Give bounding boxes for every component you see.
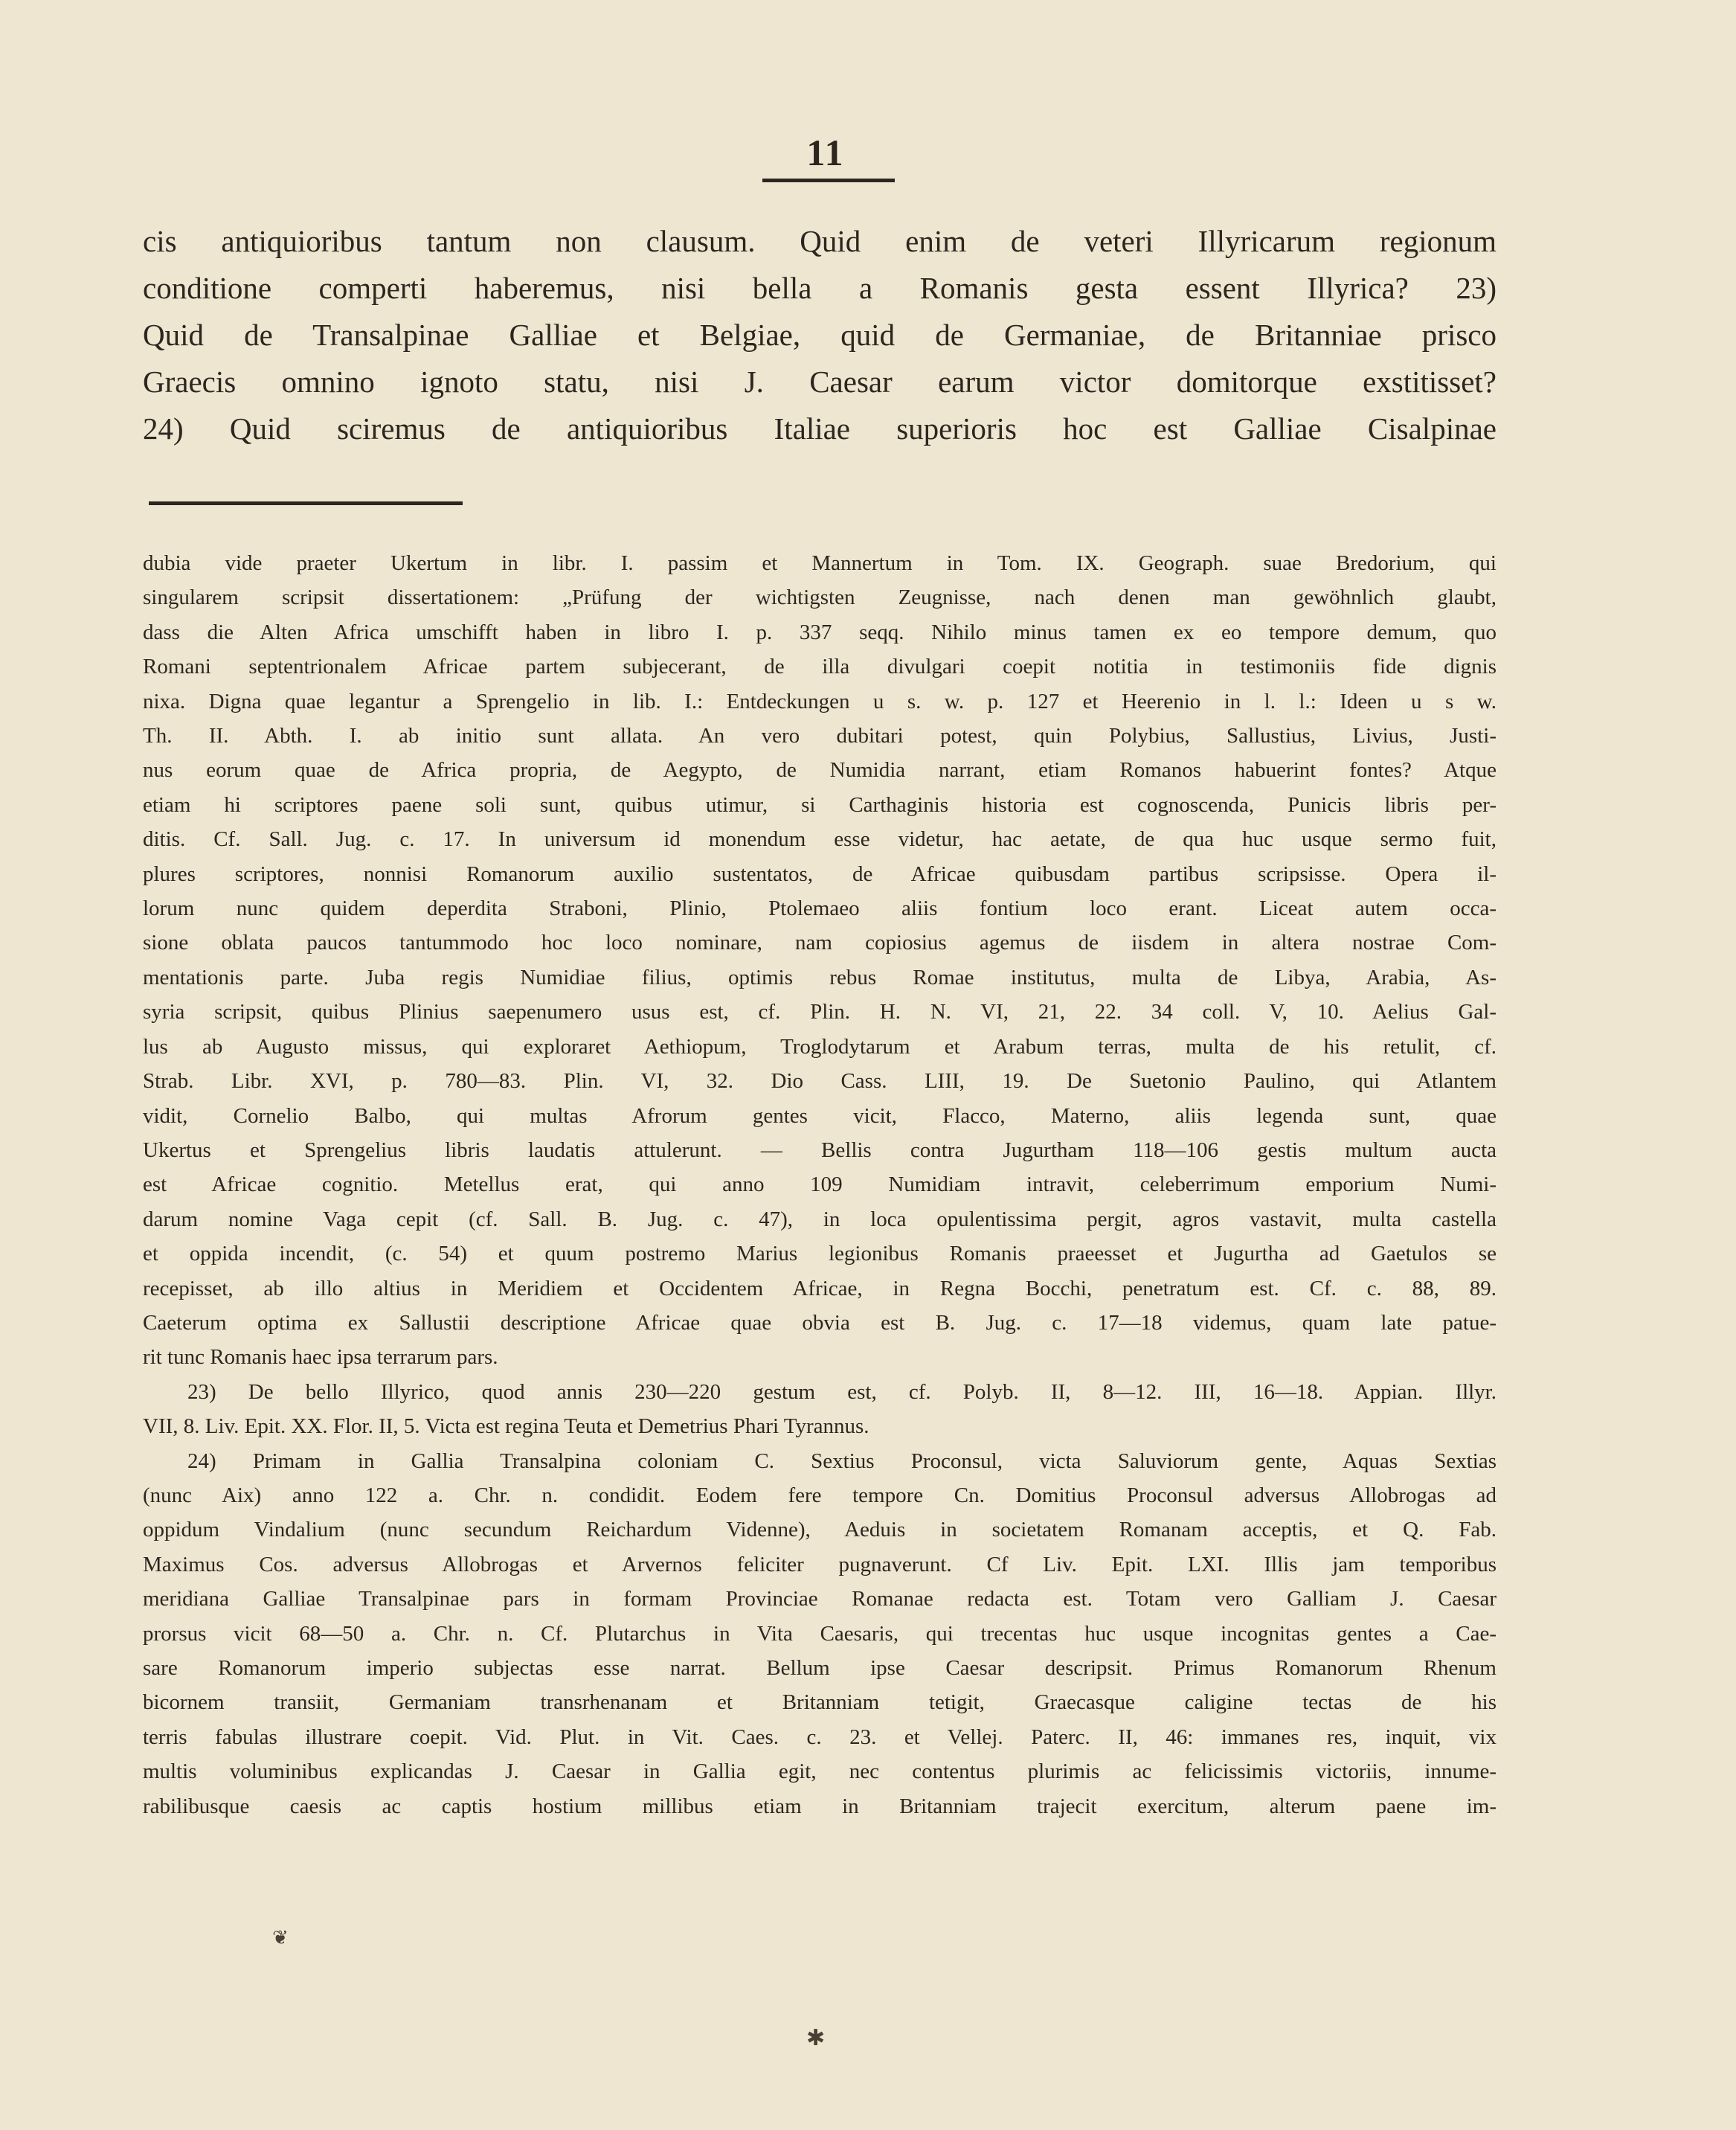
main-text-line: Quid de Transalpinae Galliae et Belgiae, quid de Germaniae, de Britanniae prisco: [143, 318, 1497, 352]
footnote-line: plures scriptores, nonnisi Romanorum auxilio sustentatos, de Africae quibusdam partibus scripsisse. Opera il-: [143, 862, 1497, 886]
footnote-line: rabilibusque caesis ac captis hostium millibus etiam in Britanniam trajecit exercitum, alterum paene im-: [143, 1794, 1497, 1818]
footnote-line: sare Romanorum imperio subjectas esse narrat. Bellum ipse Caesar descripsit. Primus Romanorum Rhenum: [143, 1656, 1497, 1680]
footnote-line: multis voluminibus explicandas J. Caesar in Gallia egit, nec contentus plurimis ac felicissimis victoriis, innume-: [143, 1760, 1497, 1784]
footnote-line: VII, 8. Liv. Epit. XX. Flor. II, 5. Victa est regina Teuta et Demetrius Phari Tyrannus.: [143, 1414, 869, 1439]
footnote-line: est Africae cognitio. Metellus erat, qui anno 109 Numidiam intravit, celeberrimum emporium Numi-: [143, 1173, 1497, 1197]
footnote-line: Strab. Libr. XVI, p. 780—83. Plin. VI, 32. Dio Cass. LIII, 19. De Suetonio Paulino, qui Atlantem: [143, 1069, 1497, 1094]
footnote-line: dubia vide praeter Ukertum in libr. I. passim et Mannertum in Tom. IX. Geograph. suae Bredorium, qui: [143, 551, 1497, 575]
footnote-separator-rule: [149, 501, 463, 505]
footnote-line: dass die Alten Africa umschifft haben in libro I. p. 337 seqq. Nihilo minus tamen ex eo tempore demum, quo: [143, 620, 1497, 644]
page-number-underline: [762, 179, 895, 182]
footnote-line: bicornem transiit, Germaniam transrhenanam et Britanniam tetigit, Graecasque caligine tectas de his: [143, 1690, 1497, 1715]
footnote-line: prorsus vicit 68—50 a. Chr. n. Cf. Plutarchus in Vita Caesaris, qui trecentas huc usque incognitas gentes a Cae-: [143, 1621, 1497, 1646]
page-number: 11: [806, 132, 845, 173]
footnote-line: (nunc Aix) anno 122 a. Chr. n. condidit. Eodem fere tempore Cn. Domitius Proconsul adversus Allobrogas ad: [143, 1483, 1497, 1507]
footnotes-block: [143, 546, 1497, 1823]
footnote-line: singularem scripsit dissertationem: „Prüfung der wichtigsten Zeugnisse, nach denen man gewöhnlich glaubt,: [143, 586, 1497, 610]
footnote-line: Romani septentrionalem Africae partem subjecerant, de illa divulgari coepit notitia in testimoniis fide dignis: [143, 655, 1497, 679]
footnote-line: Ukertus et Sprengelius libris laudatis attulerunt. — Bellis contra Jugurtham 118—106 gestis multum aucta: [143, 1138, 1497, 1162]
footnote-line: mentationis parte. Juba regis Numidiae filius, optimis rebus Romae institutus, multa de Libya, Arabia, As-: [143, 965, 1497, 989]
footnote-line: lorum nunc quidem deperdita Straboni, Plinio, Ptolemaeo aliis fontium loco erant. Liceat autem occa-: [143, 896, 1497, 921]
main-text-line: conditione comperti haberemus, nisi bella a Romanis gesta essent Illyrica? 23): [143, 271, 1497, 305]
main-text-line: cis antiquioribus tantum non clausum. Quid enim de veteri Illyricarum regionum: [143, 224, 1497, 258]
footnote-line: terris fabulas illustrare coepit. Vid. Plut. in Vit. Caes. c. 23. et Vellej. Paterc. II, 46: immanes res, inquit, vix: [143, 1725, 1497, 1749]
footnote-line: Maximus Cos. adversus Allobrogas et Arvernos feliciter pugnaverunt. Cf Liv. Epit. LXI. Illis jam temporibus: [143, 1552, 1497, 1576]
ink-speck-mark: ❦: [272, 1927, 289, 1949]
footnote-line: nus eorum quae de Africa propria, de Aegypto, de Numidia narrant, etiam Romanos habuerint fontes? Atque: [143, 758, 1497, 783]
main-text-line: 24) Quid sciremus de antiquioribus Italiae superioris hoc est Galliae Cisalpinae: [143, 411, 1497, 446]
footnote-line: lus ab Augusto missus, qui exploraret Aethiopum, Troglodytarum et Arabum terras, multa de his retulit, cf.: [143, 1034, 1497, 1059]
footnote-line: recepisset, ab illo altius in Meridiem et Occidentem Africae, in Regna Bocchi, penetratum est. Cf. c. 88, 89.: [143, 1276, 1497, 1300]
ink-speck-mark: ✱: [806, 2025, 826, 2051]
footnote-line: et oppida incendit, (c. 54) et quum postremo Marius legionibus Romanis praeesset et Jugurtha ad Gaetulos se: [143, 1242, 1497, 1266]
footnote-line: 23) De bello Illyrico, quod annis 230—220 gestum est, cf. Polyb. II, 8—12. III, 16—18. Appian. Illyr.: [187, 1379, 1497, 1404]
footnote-line: darum nomine Vaga cepit (cf. Sall. B. Jug. c. 47), in loca opulentissima pergit, agros vastavit, multa castella: [143, 1207, 1497, 1231]
footnote-line: etiam hi scriptores paene soli sunt, quibus utimur, si Carthaginis historia est cognoscenda, Punicis libris per-: [143, 792, 1497, 817]
footnote-line: nixa. Digna quae legantur a Sprengelio in lib. I.: Entdeckungen u s. w. p. 127 et Heerenio in l. l.: Ideen u s w.: [143, 689, 1497, 713]
footnote-line: Caeterum optima ex Sallustii descriptione Africae quae obvia est B. Jug. c. 17—18 videmus, quam late patue-: [143, 1310, 1497, 1335]
footnote-line: ditis. Cf. Sall. Jug. c. 17. In universum id monendum esse videtur, hac aetate, de qua huc usque sermo fuit,: [143, 827, 1497, 852]
footnote-line: vidit, Cornelio Balbo, qui multas Afrorum gentes vicit, Flacco, Materno, aliis legenda sunt, quae: [143, 1103, 1497, 1128]
footnote-line: syria scripsit, quibus Plinius saepenumero usus est, cf. Plin. H. N. VI, 21, 22. 34 coll. V, 10. Aelius Gal-: [143, 1000, 1497, 1024]
footnote-line: sione oblata paucos tantummodo hoc loco nominare, nam copiosius agemus de iisdem in altera nostrae Com-: [143, 931, 1497, 955]
footnote-line: Th. II. Abth. I. ab initio sunt allata. An vero dubitari potest, quin Polybius, Sallustius, Livius, Justi-: [143, 724, 1497, 748]
footnote-line: meridiana Galliae Transalpinae pars in formam Provinciae Romanae redacta est. Totam vero Galliam J. Caesar: [143, 1587, 1497, 1611]
main-text-line: Graecis omnino ignoto statu, nisi J. Caesar earum victor domitorque exstitisset?: [143, 365, 1497, 399]
footnote-line: 24) Primam in Gallia Transalpina coloniam C. Sextius Proconsul, victa Saluviorum gente, Aquas Sextias: [187, 1449, 1497, 1473]
footnote-line: oppidum Vindalium (nunc secundum Reichardum Videnne), Aeduis in societatem Romanam acceptis, et Q. Fab.: [143, 1518, 1497, 1542]
footnote-line: rit tunc Romanis haec ipsa terrarum pars.: [143, 1345, 498, 1370]
main-text-block: [143, 218, 1497, 452]
